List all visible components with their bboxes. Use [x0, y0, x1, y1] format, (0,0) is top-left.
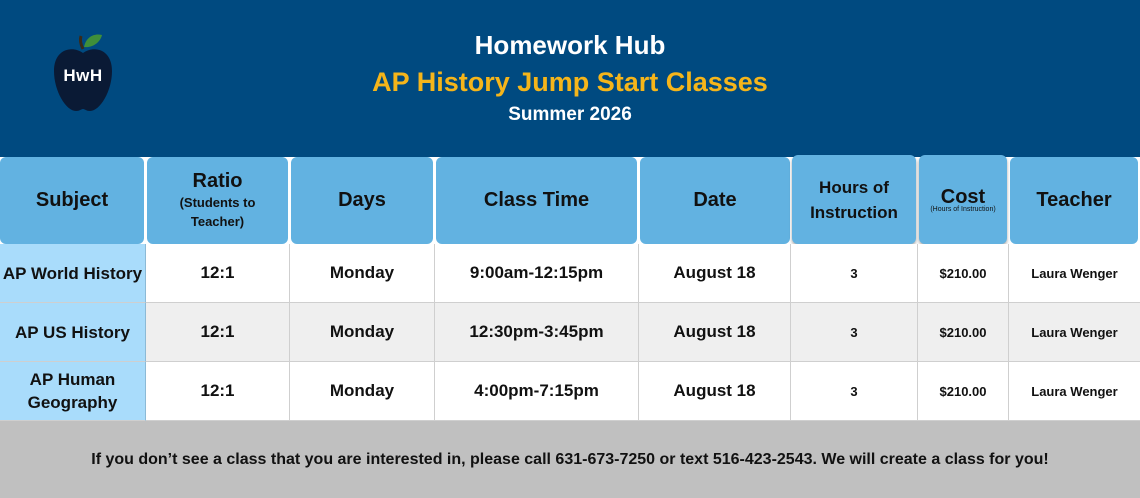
cell-hours: 3	[791, 303, 918, 362]
cell-cost: $210.00	[918, 303, 1009, 362]
cell-subject: AP World History	[0, 244, 146, 303]
cell-teacher: Laura Wenger	[1009, 362, 1140, 421]
logo-text: HwH	[63, 66, 103, 85]
term-label: Summer 2026	[508, 104, 632, 125]
cell-subject: AP Human Geography	[0, 362, 146, 421]
column-header-days: Days	[291, 157, 433, 244]
column-header-teacher: Teacher	[1010, 157, 1138, 244]
cell-date: August 18	[639, 244, 791, 303]
column-header-class-time: Class Time	[436, 157, 637, 244]
table-row	[0, 244, 1140, 303]
column-header-date: Date	[640, 157, 790, 244]
cell-cost: $210.00	[918, 244, 1009, 303]
page-title: Homework Hub	[474, 30, 666, 60]
cell-date: August 18	[639, 362, 791, 421]
cell-cost: $210.00	[918, 362, 1009, 421]
column-header-hours: Hours of Instruction	[792, 155, 916, 244]
table-header	[0, 157, 1140, 244]
cell-class-time: 12:30pm-3:45pm	[435, 303, 639, 362]
column-header-ratio: Ratio (Students to Teacher)	[147, 157, 288, 244]
cell-hours: 3	[791, 362, 918, 421]
cell-date: August 18	[639, 303, 791, 362]
cell-days: Monday	[290, 303, 435, 362]
cell-ratio: 12:1	[146, 362, 290, 421]
cell-days: Monday	[290, 244, 435, 303]
cell-subject: AP US History	[0, 303, 146, 362]
header-banner	[0, 0, 1140, 157]
table-row	[0, 362, 1140, 421]
cell-teacher: Laura Wenger	[1009, 303, 1140, 362]
cell-ratio: 12:1	[146, 244, 290, 303]
column-header-cost: Cost (Hours of Instruction)	[919, 155, 1007, 244]
cell-ratio: 12:1	[146, 303, 290, 362]
footer-note: If you don’t see a class that you are interested in, please call 631-673-7250 or text 516-423-2543. We will create a class for you!	[0, 421, 1140, 498]
cell-class-time: 4:00pm-7:15pm	[435, 362, 639, 421]
cell-hours: 3	[791, 244, 918, 303]
table-row	[0, 303, 1140, 362]
cell-teacher: Laura Wenger	[1009, 244, 1140, 303]
page-subtitle: AP History Jump Start Classes	[372, 67, 768, 97]
cell-class-time: 9:00am-12:15pm	[435, 244, 639, 303]
cell-days: Monday	[290, 362, 435, 421]
column-header-subject: Subject	[0, 157, 144, 244]
